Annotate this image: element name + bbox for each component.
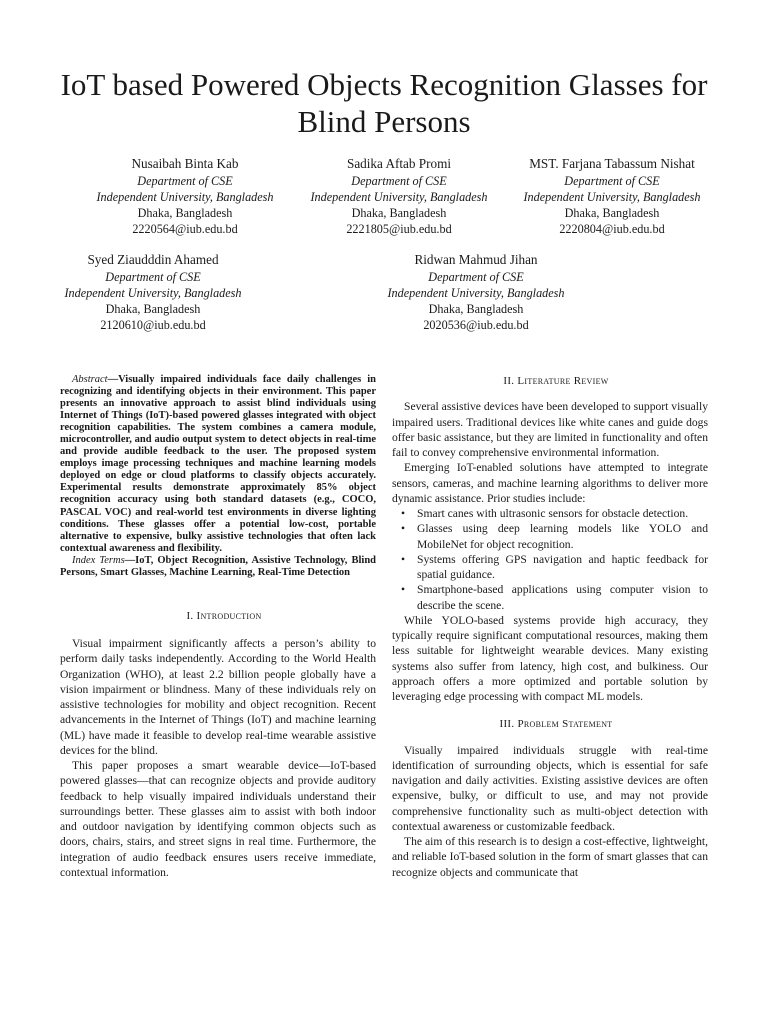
author-univ: Independent University, Bangladesh	[96, 190, 274, 204]
author-name: MST. Farjana Tabassum Nishat	[529, 156, 695, 171]
paper-title: IoT based Powered Objects Recognition Glasses for Blind Persons	[60, 67, 708, 139]
author-block	[38, 250, 268, 333]
author-name: Sadika Aftab Promi	[346, 156, 452, 171]
section-heading-literature	[392, 374, 708, 389]
section-title: Introduction	[196, 609, 262, 622]
right-column	[392, 374, 708, 880]
list-item: • Systems offering GPS navigation and haptic feedback for spatial guidance.	[392, 552, 708, 583]
author-name: Nusaibah Binta Kab	[131, 156, 239, 171]
author-univ: Independent University, Bangladesh	[523, 190, 701, 204]
section-number: I.	[186, 609, 194, 622]
author-email: 2220564@iub.edu.bd	[132, 222, 238, 236]
literature-paragraph: Emerging IoT-enabled solutions have attempted to integrate sensors, cameras, and machine learning algorithms to deliver more dynamic assistance. Prior studies include:	[392, 461, 708, 505]
author-city: Dhaka, Bangladesh	[564, 206, 660, 220]
section-title: Literature Review	[517, 375, 609, 387]
section-number: II.	[503, 375, 515, 387]
index-terms-label: Index Terms	[72, 554, 125, 566]
index-terms	[60, 555, 376, 579]
left-column	[60, 374, 376, 880]
author-email: 2220804@iub.edu.bd	[559, 222, 665, 236]
author-block	[361, 250, 591, 333]
author-email: 2221805@iub.edu.bd	[346, 222, 452, 236]
author-block	[497, 154, 727, 237]
literature-paragraph: Several assistive devices have been developed to support visually impaired users. Traditional devices like white canes and guide dogs offer basic assistance, but they are limited in functionality and often fail to convey comprehensive environmental information.	[392, 400, 708, 459]
author-univ: Independent University, Bangladesh	[387, 286, 565, 300]
literature-paragraph: While YOLO-based systems provide high accuracy, they typically require significant computational resources, making them less suitable for lightweight wearable devices. Many existing systems also suffer from latency, high cost, and bulkiness. Our approach offers a more optimized and portable solution by leveraging edge processing with compact ML models.	[392, 613, 708, 703]
author-city: Dhaka, Bangladesh	[428, 302, 524, 316]
list-item: • Smart canes with ultrasonic sensors for obstacle detection.	[392, 506, 708, 521]
author-city: Dhaka, Bangladesh	[137, 206, 233, 220]
intro-paragraph: Visual impairment significantly affects a person’s ability to perform daily tasks independently. According to the World Health Organization (WHO), at least 2.2 billion people globally have a vision impairment or blindness. Many of these individuals rely on assistive technologies for mobility and object recognition. Recent advancements in the Internet of Things (IoT) and machine learning (ML) have made it feasible to develop real-time wearable assistive devices for the blind.	[60, 637, 376, 757]
author-city: Dhaka, Bangladesh	[351, 206, 447, 220]
abstract-label: Abstract	[72, 374, 108, 385]
intro-paragraph: This paper proposes a smart wearable device—IoT-based powered glasses—that can recognize objects and provide auditory feedback to help visually impaired individuals understand their surroundings better. These glasses aim to assist with both indoor and outdoor navigation by identifying common objects such as doors, chairs, stairs, and street signs in real time. Furthermore, the integration of audio feedback ensures users receive immediate, contextual information.	[60, 759, 376, 879]
problem-paragraph: Visually impaired individuals struggle with real-time identification of surrounding objects, which is essential for safe navigation and daily activities. Existing assistive devices are often expensive, bulky, or difficult to use, and may not provide comprehensive functionality such as multi-object detection with contextual awareness or customizable feedback.	[392, 743, 708, 833]
author-dept: Department of CSE	[351, 174, 447, 188]
author-email: 2020536@iub.edu.bd	[423, 318, 529, 332]
list-item: • Smartphone-based applications using computer vision to describe the scene.	[392, 582, 708, 613]
author-email: 2120610@iub.edu.bd	[100, 318, 206, 332]
author-dept: Department of CSE	[105, 270, 201, 284]
author-name: Ridwan Mahmud Jihan	[414, 252, 538, 267]
list-item: • Glasses using deep learning models like YOLO and MobileNet for object recognition.	[392, 521, 708, 552]
author-univ: Independent University, Bangladesh	[64, 286, 242, 300]
author-name: Syed Ziaudddin Ahamed	[87, 252, 219, 267]
author-block	[284, 154, 514, 237]
problem-paragraph: The aim of this research is to design a cost-effective, lightweight, and reliable IoT-based solution in the form of smart glasses that can recognize objects and communicate that	[392, 835, 708, 879]
author-dept: Department of CSE	[428, 270, 524, 284]
section-title: Problem Statement	[517, 718, 613, 731]
literature-bullet-list	[392, 506, 708, 613]
author-dept: Department of CSE	[564, 174, 660, 188]
author-block	[70, 154, 300, 237]
index-terms-text: —IoT, Object Recognition, Assistive Technology, Blind Persons, Smart Glasses, Machine Learning, Real-Time Detection	[60, 554, 376, 578]
abstract	[60, 374, 376, 555]
section-number: III.	[499, 718, 515, 731]
author-city: Dhaka, Bangladesh	[105, 302, 201, 316]
author-dept: Department of CSE	[137, 174, 233, 188]
section-heading-problem	[392, 717, 708, 732]
author-univ: Independent University, Bangladesh	[310, 190, 488, 204]
section-heading-intro	[60, 609, 376, 624]
abstract-text: —Visually impaired individuals face daily challenges in recognizing and identifying objects in their environment. This paper presents an innovative approach to assist blind individuals using Internet of Things (IoT)-based powered glasses integrated with object recognition capabilities. The system combines a camera module, microcontroller, and audio output system to detect objects in real-time and provide audible feedback to the user. The proposed system employs image processing techniques and machine learning models deployed on edge or cloud platforms to classify objects accurately. Experimental results demonstrate approximately 85% object recognition accuracy using both standard datasets (e.g., COCO, PASCAL VOC) and real-world test environments in diverse lighting conditions. These glasses offer a potential low-cost, portable alternative to expensive, bulky assistive technologies that often lack contextual awareness and flexibility.	[60, 374, 376, 554]
